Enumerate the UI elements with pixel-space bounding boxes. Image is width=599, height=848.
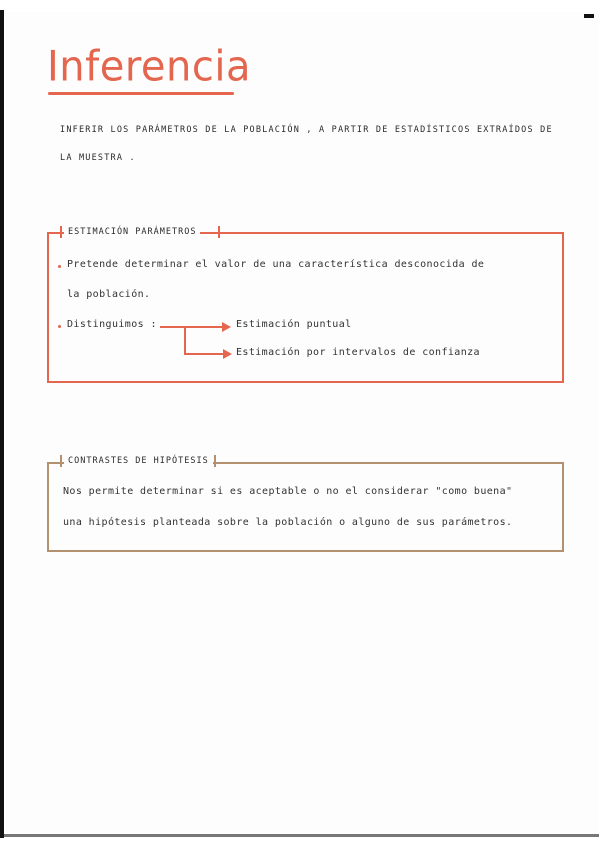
title-underline bbox=[48, 92, 234, 95]
arrow-2-head bbox=[223, 349, 232, 359]
contrastes-line-1: Nos permite determinar si es aceptable o no el considerar "como buena" bbox=[63, 486, 513, 497]
estimacion-box bbox=[47, 232, 564, 383]
scan-edge-left bbox=[0, 10, 4, 838]
label-tick-left bbox=[60, 226, 62, 238]
contrastes-label: CONTRASTES DE HIPÓTESIS bbox=[64, 456, 213, 466]
intro-line-2: LA MUESTRA . bbox=[60, 153, 136, 163]
estimacion-line-2: la población. bbox=[67, 289, 151, 300]
estimacion-intervalos: Estimación por intervalos de confianza bbox=[236, 347, 480, 358]
arrow-2-line bbox=[184, 353, 224, 355]
label2-tick-left bbox=[60, 455, 62, 467]
distinguimos-label: Distinguimos : bbox=[67, 319, 157, 330]
estimacion-line-1: Pretende determinar el valor de una característica desconocida de bbox=[67, 259, 485, 270]
label2-tick-right bbox=[214, 455, 216, 467]
scan-edge-mark bbox=[584, 14, 594, 18]
scan-edge-bottom bbox=[4, 834, 599, 837]
arrow-branch-line bbox=[184, 326, 186, 354]
estimacion-label: ESTIMACIÓN PARÁMETROS bbox=[64, 227, 200, 237]
notebook-page bbox=[6, 12, 599, 834]
bullet-2 bbox=[58, 325, 61, 328]
page-title: Inferencia bbox=[47, 42, 251, 92]
label-tick-right bbox=[218, 226, 220, 238]
arrow-1-line bbox=[160, 326, 223, 328]
contrastes-box bbox=[47, 462, 564, 552]
estimacion-puntual: Estimación puntual bbox=[236, 319, 352, 330]
arrow-1-head bbox=[222, 322, 231, 332]
contrastes-line-2: una hipótesis planteada sobre la población o alguno de sus parámetros. bbox=[63, 517, 513, 528]
bullet-1 bbox=[58, 265, 61, 268]
intro-line-1: INFERIR LOS PARÁMETROS DE LA POBLACIÓN , A PARTIR DE ESTADÍSTICOS EXTRAÍDOS DE bbox=[60, 125, 553, 135]
